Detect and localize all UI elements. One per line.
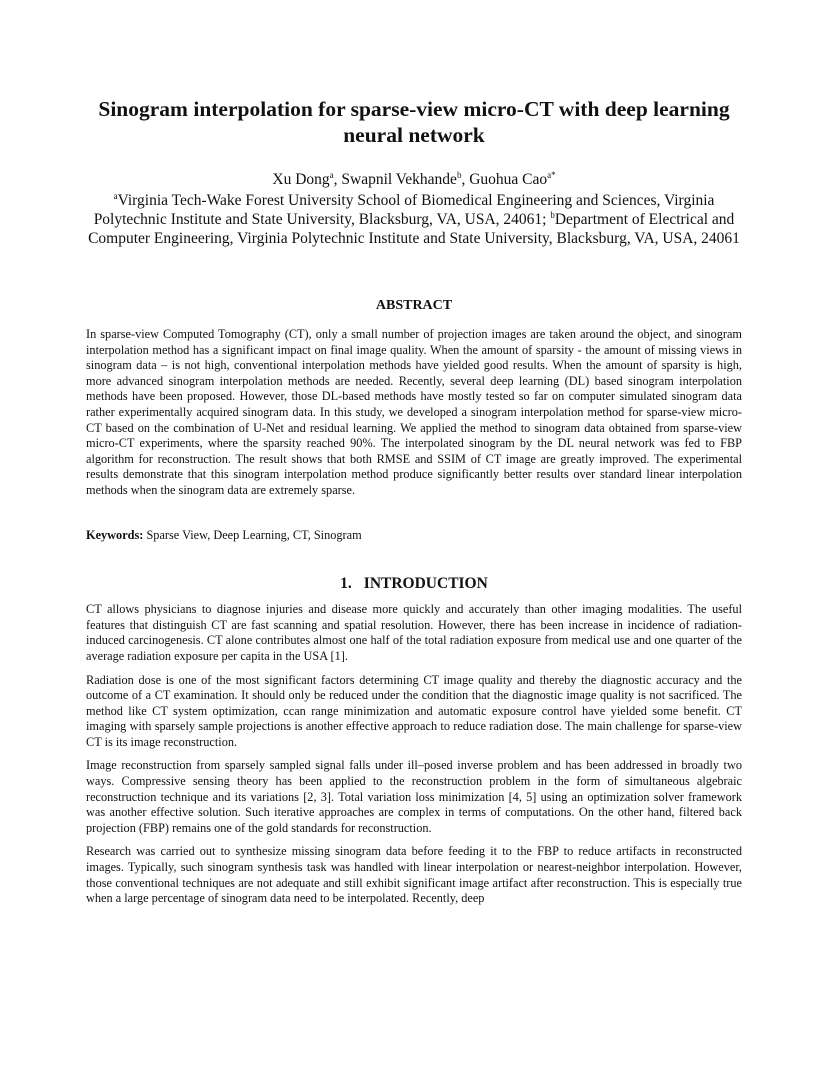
affiliation-a: Virginia Tech-Wake Forest University School of Biomedical Engineering and Sciences, Virginia Polytechnic Institute and State University, Blacksburg, VA, USA, 24061;	[93, 192, 715, 228]
intro-paragraph: Image reconstruction from sparsely sampled signal falls under ill–posed inverse problem and has been addressed in broadly two ways. Compressive sensing theory has been applied to the reconstruction problem in the form of simultaneous algebraic reconstruction technique and its variations [2, 3]. Total variation loss minimization [4, 5] using an optimization solver framework was another effective solution. Such iterative approaches are complex in terms of computations. On the other hand, filtered back projection (FBP) remains one of the gold standards for reconstruction.	[86, 758, 742, 835]
keywords-label: Keywords:	[86, 527, 144, 542]
affiliation-mark: a	[113, 190, 118, 201]
section-number: 1.	[340, 575, 352, 593]
author-affiliation-mark: a	[329, 169, 334, 180]
keywords	[86, 528, 742, 544]
author-name: Xu Dong	[272, 171, 330, 188]
author-separator: ,	[461, 171, 470, 188]
abstract-body: In sparse-view Computed Tomography (CT), only a small number of projection images are taken around the object, and sinogram interpolation method has a significant impact on final image quality. When the amount of sparsity - the amount of missing views in sinogram data – is not high, conventional interpolation methods have yielded good results. When the amount of sparsity is high, more advanced sinogram interpolation methods are needed. Recently, several deep learning (DL) based sinogram interpolation methods have been proposed. However, those DL-based methods have mostly tested so far on computer simulated sinogram data rather experimentally acquired sinogram data. In this study, we developed a sinogram interpolation method for sparse-view micro-CT based on the combination of U-Net and residual learning. We applied the method to sinogram data obtained from sparse-view micro-CT experiments, where the sparsity reached 90%. The interpolated sinogram by the DL neural network was fed to FBP algorithm for reconstruction. The result shows that both RMSE and SSIM of CT image are greatly improved. The experimental results demonstrate that this sinogram interpolation method produce significantly better results over standard linear interpolation methods when the sinogram data are extremely sparse.	[86, 327, 742, 497]
affiliation-mark: b	[550, 209, 555, 220]
intro-paragraph: Radiation dose is one of the most significant factors determining CT image quality and thereby the diagnostic accuracy and the outcome of a CT examination. It should only be reduced under the condition that the diagnostic image quality is not sacrificed. The method like CT system optimization, ccan range minimization and automatic exposure control have yielded some benefit. CT imaging with sparsely sample projections is another effective approach to reduce radiation dose. The main challenge for sparse-view CT is its image reconstruction.	[86, 672, 742, 749]
author-list	[86, 170, 742, 189]
section-title: INTRODUCTION	[363, 575, 488, 593]
paper-title: Sinogram interpolation for sparse-view micro-CT with deep learning neural network	[98, 97, 730, 147]
author-name: Swapnil Vekhande	[341, 171, 457, 188]
author-affiliation-mark: b	[456, 169, 462, 180]
keywords-text: Sparse View, Deep Learning, CT, Sinogram	[143, 527, 362, 542]
abstract-heading: ABSTRACT	[375, 298, 453, 313]
author-separator: ,	[333, 171, 342, 188]
author-affiliation-mark: a*	[547, 169, 556, 180]
author-name: Guohua Cao	[469, 171, 548, 188]
affiliations	[86, 191, 742, 248]
intro-paragraph: Research was carried out to synthesize missing sinogram data before feeding it to the FBP to reduce artifacts in reconstructed images. Typically, such sinogram synthesis task was handled with linear interpolation or nearest-neighbor interpolation. However, those conventional techniques are not adequate and still exhibit significant image artifact after reconstruction. This is especially true when a large percentage of sinogram data need to be interpolated. Recently, deep	[86, 844, 742, 906]
affiliation-b: Department of Electrical and Computer Engineering, Virginia Polytechnic Institute and State University, Blacksburg, VA, USA, 24061	[88, 211, 740, 247]
introduction-body	[86, 602, 742, 907]
intro-paragraph: CT allows physicians to diagnose injuries and disease more quickly and accurately than other imaging modalities. The useful features that distinguish CT are fast scanning and spatial resolution. However, there has been increase in incidence of radiation-induced carcinogenesis. CT alone contributes almost one half of the total radiation exposure from medical use and one quarter of the average radiation exposure per capita in the USA [1].	[86, 602, 742, 663]
paper-page	[86, 96, 742, 915]
section-heading-introduction	[86, 575, 742, 593]
